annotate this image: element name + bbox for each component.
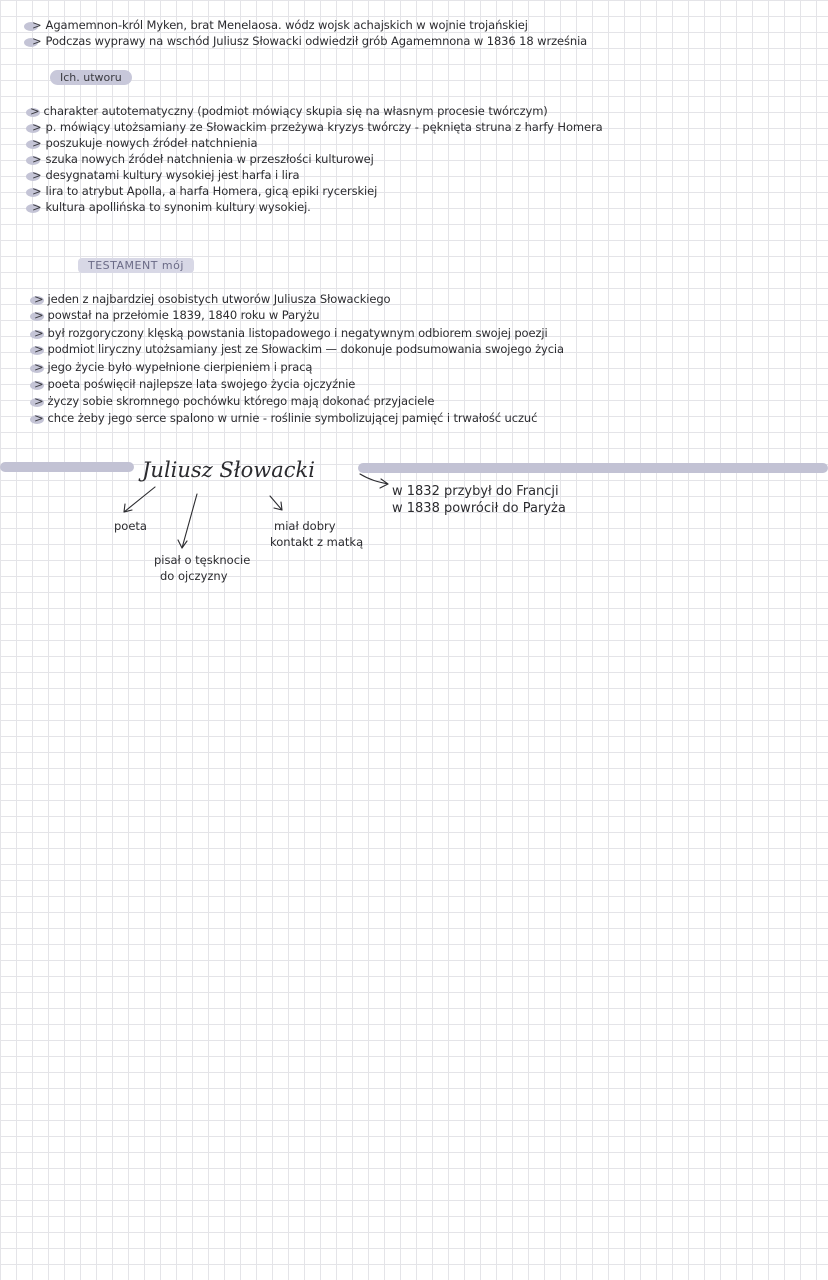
arrow-to-mother xyxy=(270,496,282,510)
section1-line: > desygnatami kultury wysokiej jest harfa i lira xyxy=(32,168,300,182)
section2-line: > życzy sobie skromnego pochówku którego mają dokonać przyjaciele xyxy=(34,394,435,408)
section2-line: > był rozgoryczony klęską powstania listopadowego i negatywnym odbiorem swojej poezji xyxy=(34,326,548,340)
intro-line-2: > Podczas wyprawy na wschód Juliusz Słowacki odwiedził grób Agamemnona w 1836 18 września xyxy=(32,34,588,48)
arrow-icon: > xyxy=(34,360,44,374)
arrow-icon: > xyxy=(32,184,42,198)
section2-line: > powstał na przełomie 1839, 1840 roku w Paryżu xyxy=(34,308,320,322)
arrow-to-longing xyxy=(182,494,197,548)
arrow-icon: > xyxy=(34,394,44,408)
arrow-icon: > xyxy=(34,377,44,391)
arrow-icon: > xyxy=(34,308,44,322)
arrow-icon: > xyxy=(30,104,40,118)
section1-line: > p. mówiący utożsamiany ze Słowackim przeżywa kryzys twórczy - pęknięta struna z harfy Homera xyxy=(32,120,603,134)
section2-title: TESTAMENT mój xyxy=(78,258,194,273)
arrow-icon: > xyxy=(34,326,44,340)
mindmap-center: Juliusz Słowacki xyxy=(142,458,315,482)
section2-line: > podmiot liryczny utożsamiany jest ze Słowackim — dokonuje podsumowania swojego życia xyxy=(34,342,564,356)
section1-line: > kultura apollińska to synonim kultury wysokiej. xyxy=(32,200,311,214)
arrow-icon: > xyxy=(34,292,44,306)
mindmap-poeta: poeta xyxy=(114,519,147,533)
section1-line: > poszukuje nowych źródeł natchnienia xyxy=(32,136,258,150)
section1-line: > charakter autotematyczny (podmiot mówiący skupia się na własnym procesie twórczym) xyxy=(30,104,548,118)
mindmap-france: w 1832 przybył do Francji w 1838 powrócił do Paryża xyxy=(392,484,566,516)
arrow-icon: > xyxy=(34,342,44,356)
arrow-icon: > xyxy=(32,18,42,32)
section2-line: > jego życie było wypełnione cierpieniem i pracą xyxy=(34,360,313,374)
arrow-icon: > xyxy=(32,168,42,182)
divider-band-left xyxy=(0,462,134,472)
arrow-icon: > xyxy=(32,120,42,134)
arrow-icon: > xyxy=(32,200,42,214)
section2-line: > chce żeby jego serce spalono w urnie - roślinie symbolizującej pamięć i trwałość uczuć xyxy=(34,411,538,425)
section2-line: > jeden z najbardziej osobistych utworów Juliusza Słowackiego xyxy=(34,292,391,306)
arrow-icon: > xyxy=(32,152,42,166)
section1-title: Ich. utworu xyxy=(50,70,132,85)
arrow-to-france xyxy=(360,474,388,484)
arrow-icon: > xyxy=(34,411,44,425)
arrow-icon: > xyxy=(32,136,42,150)
mindmap-longing: pisał o tęsknocie do ojczyzny xyxy=(154,553,251,583)
mindmap-mother: miał dobry kontakt z matką xyxy=(270,519,364,549)
intro-line-1: > Agamemnon-król Myken, brat Menelaosa. wódz wojsk achajskich w wojnie trojańskiej xyxy=(32,18,528,32)
arrow-icon: > xyxy=(32,34,42,48)
section1-line: > lira to atrybut Apolla, a harfa Homera, gicą epiki rycerskiej xyxy=(32,184,378,198)
divider-band-right xyxy=(358,463,828,473)
arrow-to-poeta xyxy=(124,487,155,512)
section2-line: > poeta poświęcił najlepsze lata swojego życia ojczyźnie xyxy=(34,377,356,391)
section1-line: > szuka nowych źródeł natchnienia w przeszłości kulturowej xyxy=(32,152,374,166)
